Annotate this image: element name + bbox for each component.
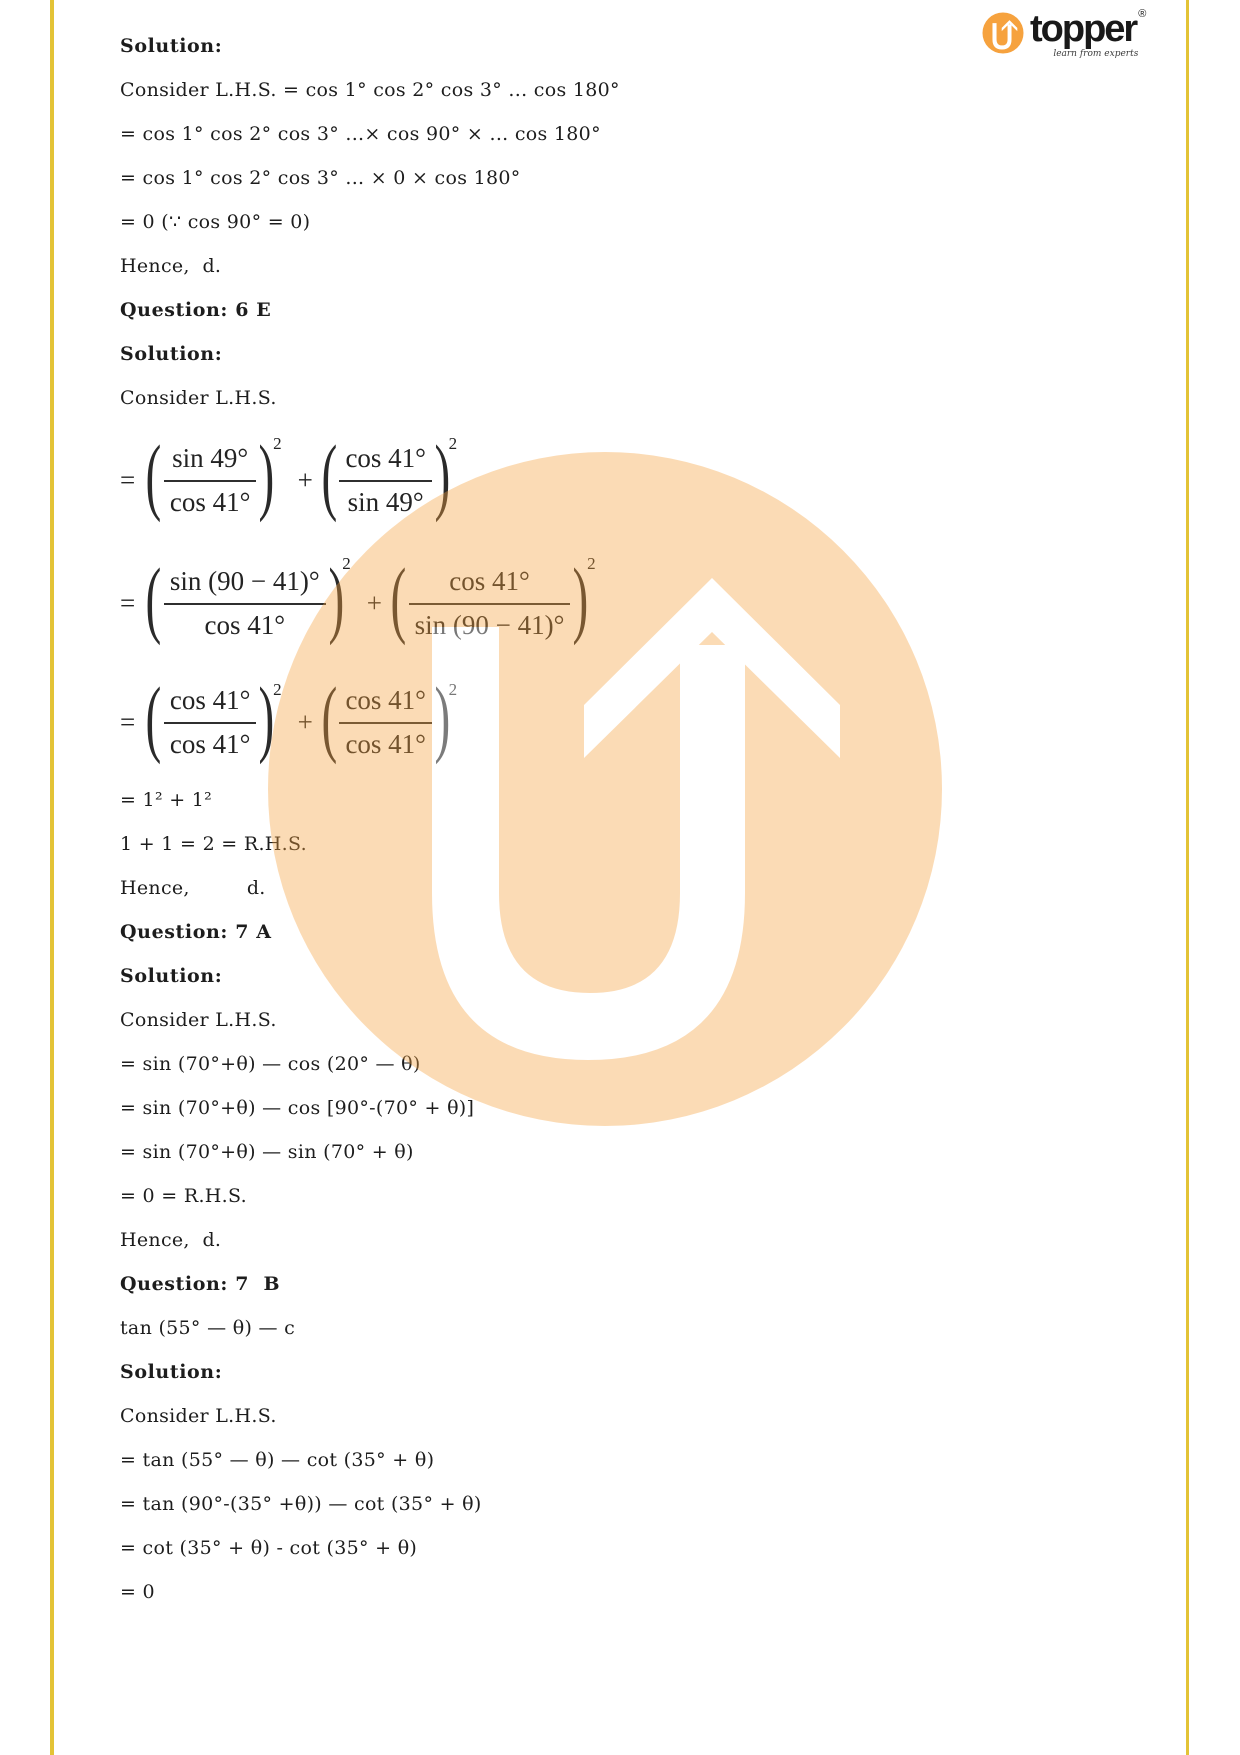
solution-heading: Solution: bbox=[120, 965, 223, 987]
fraction: $\frac{\cos 41^\circ}{\cos 41^\circ}$ bbox=[339, 685, 432, 760]
open-paren: ( bbox=[145, 550, 162, 646]
text-line: Consider L.H.S. bbox=[120, 387, 277, 409]
open-paren: ( bbox=[321, 427, 337, 523]
close-paren: ) bbox=[434, 427, 451, 523]
brand-logo bbox=[982, 10, 1146, 59]
conclusion-line: Hence, d. bbox=[120, 1229, 222, 1251]
equals-sign: = bbox=[120, 587, 136, 618]
open-paren: ( bbox=[145, 669, 162, 765]
fraction: $\frac{\cos 41^\circ}{\cos 41^\circ}$ bbox=[164, 685, 257, 760]
close-paren: ) bbox=[572, 550, 589, 646]
registered-mark: ® bbox=[1138, 8, 1147, 20]
exponent: 2 bbox=[448, 434, 458, 453]
equals-sign: = bbox=[120, 464, 136, 495]
math-line: = sin (70°+θ) — sin (70° + θ) bbox=[120, 1141, 414, 1163]
text-line: Consider L.H.S. bbox=[120, 1009, 277, 1031]
question-heading: Question: 7 A bbox=[120, 921, 272, 943]
math-line: = 1² + 1² bbox=[120, 789, 213, 811]
exponent: 2 bbox=[448, 680, 458, 699]
fraction: $\frac{\cos 41^\circ}{\sin 49^\circ}$ bbox=[339, 443, 432, 518]
math-line: = 0 (∵ cos 90° = 0) bbox=[120, 211, 311, 233]
solution-heading: Solution: bbox=[120, 35, 223, 57]
math-line: = sin (70°+θ) — cos [90°-(70° + θ)] bbox=[120, 1097, 475, 1119]
open-paren: ( bbox=[390, 550, 407, 646]
fraction: $\frac{\sin (90 - 41)^\circ}{\cos 41^\circ}$ bbox=[164, 566, 326, 641]
open-paren: ( bbox=[321, 669, 337, 765]
plus-sign: + bbox=[366, 587, 383, 618]
fraction-equation bbox=[120, 540, 1240, 666]
fraction: $\frac{\sin 49^\circ}{\cos 41^\circ}$ bbox=[164, 443, 257, 518]
math-line: tan (55° — θ) — c bbox=[120, 1317, 296, 1339]
close-paren: ) bbox=[258, 427, 275, 523]
conclusion-line: Hence, d. bbox=[120, 877, 266, 899]
question-heading: Question: 6 E bbox=[120, 299, 272, 321]
exponent: 2 bbox=[273, 434, 282, 453]
text-line: Consider L.H.S. = cos 1° cos 2° cos 3° ... cos 180° bbox=[120, 79, 620, 101]
math-line: = cos 1° cos 2° cos 3° ... × 0 × cos 180° bbox=[120, 167, 521, 189]
fraction-equation bbox=[120, 420, 1240, 540]
open-paren: ( bbox=[145, 427, 162, 523]
exponent: 2 bbox=[342, 554, 351, 573]
math-line: = tan (55° — θ) — cot (35° + θ) bbox=[120, 1449, 435, 1471]
utopper-logo-icon bbox=[982, 12, 1024, 54]
exponent: 2 bbox=[273, 680, 282, 699]
solution-heading: Solution: bbox=[120, 1361, 223, 1383]
close-paren: ) bbox=[434, 669, 451, 765]
question-heading: Question: 7 B bbox=[120, 1273, 281, 1295]
equals-sign: = bbox=[120, 706, 136, 737]
fraction-equation bbox=[120, 666, 1240, 778]
math-line: = tan (90°-(35° +θ)) — cot (35° + θ) bbox=[120, 1493, 482, 1515]
math-line: = 0 bbox=[120, 1581, 155, 1603]
brand-name: topper bbox=[1030, 8, 1137, 50]
exponent: 2 bbox=[587, 554, 596, 573]
close-paren: ) bbox=[328, 550, 344, 646]
math-line: = cot (35° + θ) - cot (35° + θ) bbox=[120, 1537, 418, 1559]
brand-tagline: learn from experts bbox=[1053, 49, 1139, 59]
math-line: 1 + 1 = 2 = R.H.S. bbox=[120, 833, 307, 855]
plus-sign: + bbox=[297, 464, 313, 495]
text-line: Consider L.H.S. bbox=[120, 1405, 277, 1427]
math-line: = 0 = R.H.S. bbox=[120, 1185, 247, 1207]
math-line: = cos 1° cos 2° cos 3° ...× cos 90° × ... cos 180° bbox=[120, 123, 601, 145]
conclusion-line: Hence, d. bbox=[120, 255, 222, 277]
solution-heading: Solution: bbox=[120, 343, 223, 365]
fraction: $\frac{\cos 41^\circ}{\sin (90 - 41)^\circ}$ bbox=[409, 566, 571, 641]
math-line: = sin (70°+θ) — cos (20° — θ) bbox=[120, 1053, 421, 1075]
close-paren: ) bbox=[258, 669, 275, 765]
plus-sign: + bbox=[297, 706, 313, 737]
